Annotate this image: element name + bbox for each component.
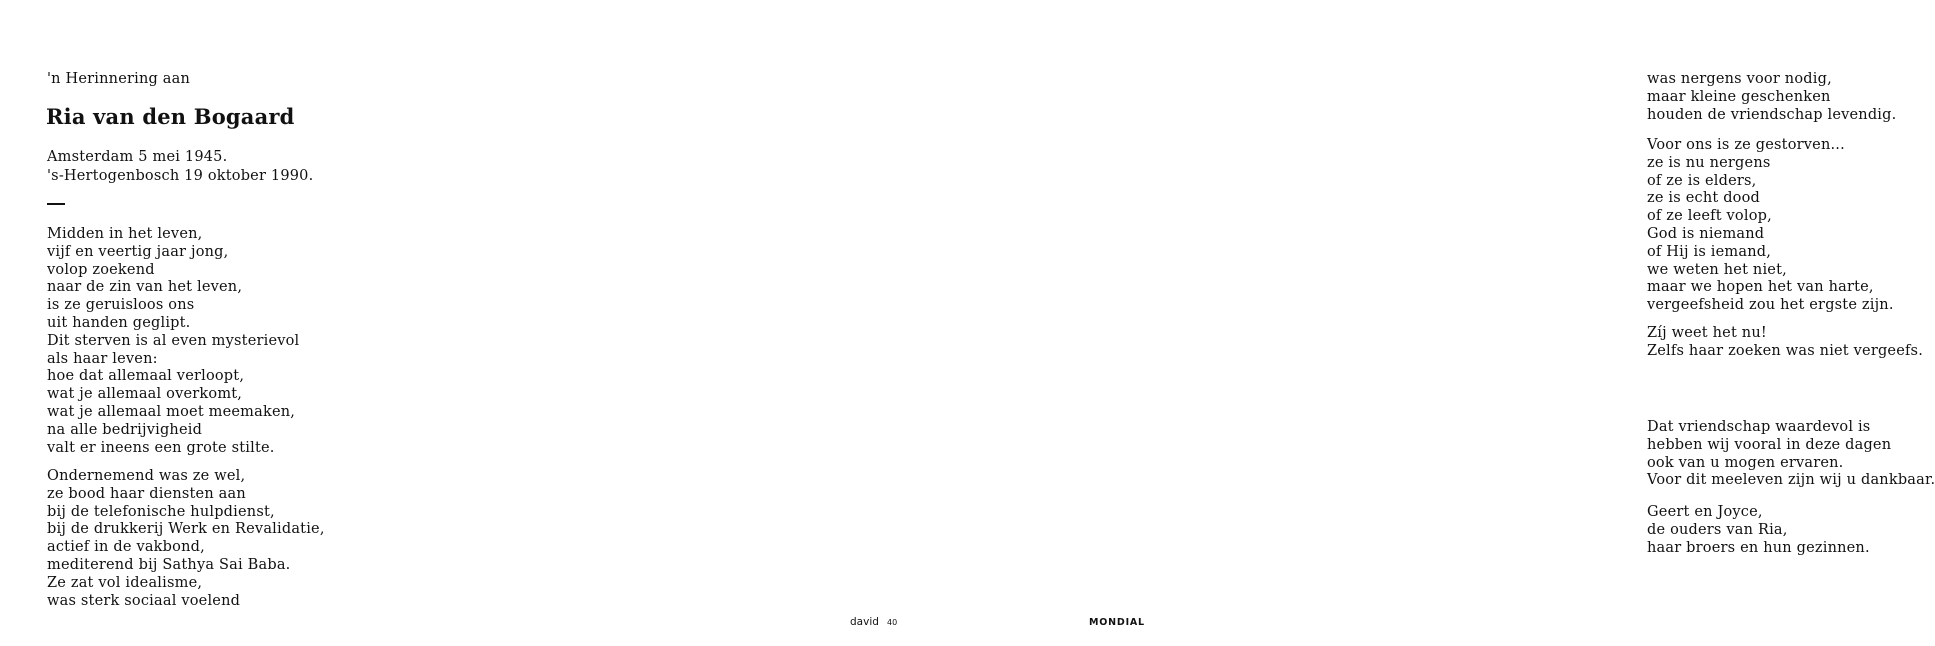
poem-line: Voor dit meeleven zijn wij u dankbaar. bbox=[1647, 472, 1935, 489]
poem-line: bij de drukkerij Werk en Revalidatie, bbox=[47, 521, 325, 538]
poem-line: de ouders van Ria, bbox=[1647, 521, 1788, 538]
poem-stanza bbox=[1647, 137, 1894, 315]
poem-line: volop zoekend bbox=[47, 261, 155, 278]
poem-line: Ondernemend was ze wel, bbox=[47, 468, 246, 484]
poem-line: of ze leeft volop, bbox=[1647, 208, 1772, 225]
poem-line: houden de vriendschap levendig. bbox=[1647, 106, 1897, 123]
poem-line: Voor ons is ze gestorven... bbox=[1647, 137, 1845, 153]
poem-line: ze is nu nergens bbox=[1647, 154, 1771, 171]
poem-line: valt er ineens een grote stilte. bbox=[47, 439, 275, 456]
poem-line: we weten het niet, bbox=[1647, 261, 1787, 278]
poem-line: was nergens voor nodig, bbox=[1647, 71, 1832, 87]
poem-line: ze bood haar diensten aan bbox=[47, 485, 246, 502]
poem-stanza bbox=[47, 226, 299, 457]
thanks-stanza bbox=[1647, 419, 1935, 490]
poem-line: hoe dat allemaal verloopt, bbox=[47, 368, 245, 385]
poem-line: na alle bedrijvigheid bbox=[47, 421, 203, 438]
poem-line: Ze zat vol idealisme, bbox=[47, 574, 203, 591]
right-panel bbox=[800, 0, 1935, 646]
poem-line: Geert en Joyce, bbox=[1647, 504, 1763, 520]
poem-line: was sterk sociaal voelend bbox=[47, 592, 241, 609]
poem-line: vijf en veertig jaar jong, bbox=[47, 243, 229, 260]
poem-line: Zelfs haar zoeken was niet vergeefs. bbox=[1647, 342, 1924, 359]
poem-line: Zíj weet het nu! bbox=[1647, 325, 1767, 341]
poem-line: wat je allemaal overkomt, bbox=[47, 386, 243, 403]
poem-line: naar de zin van het leven, bbox=[47, 279, 243, 296]
birth-line: Amsterdam 5 mei 1945. bbox=[47, 149, 228, 165]
poem-line: Dat vriendschap waardevol is bbox=[1647, 419, 1871, 435]
poem-line: Dit sterven is al even mysterievol bbox=[47, 332, 300, 349]
divider-dash bbox=[47, 203, 65, 205]
printer-name: david bbox=[850, 616, 879, 628]
poem-line: haar broers en hun gezinnen. bbox=[1647, 539, 1870, 556]
poem-line: is ze geruisloos ons bbox=[47, 297, 195, 314]
poem-line: of ze is elders, bbox=[1647, 172, 1757, 189]
poem-line: bij de telefonische hulpdienst, bbox=[47, 503, 275, 520]
poem-line: God is niemand bbox=[1647, 225, 1765, 242]
deceased-name: Ria van den Bogaard bbox=[46, 104, 295, 129]
signature-stanza bbox=[1647, 504, 1870, 557]
poem-line: mediterend bij Sathya Sai Baba. bbox=[47, 556, 291, 573]
intro-line: 'n Herinnering aan bbox=[47, 71, 191, 87]
poem-line: uit handen geglipt. bbox=[47, 314, 191, 331]
poem-line: actief in de vakbond, bbox=[47, 539, 205, 556]
death-line: 's-Hertogenbosch 19 oktober 1990. bbox=[47, 168, 314, 184]
poem-line: Midden in het leven, bbox=[47, 226, 203, 242]
poem-line: maar we hopen het van harte, bbox=[1647, 279, 1874, 296]
poem-line: ook van u mogen ervaren. bbox=[1647, 454, 1844, 471]
poem-line: maar kleine geschenken bbox=[1647, 88, 1831, 105]
poem-line: vergeefsheid zou het ergste zijn. bbox=[1647, 297, 1894, 314]
poem-stanza bbox=[47, 468, 325, 610]
poem-line: of Hij is iemand, bbox=[1647, 243, 1772, 260]
poem-line: hebben wij vooral in deze dagen bbox=[1647, 436, 1892, 453]
poem-stanza bbox=[1647, 325, 1923, 361]
poem-line: wat je allemaal moet meemaken, bbox=[47, 403, 296, 420]
poem-line: ze is echt dood bbox=[1647, 190, 1761, 207]
poem-line: als haar leven: bbox=[47, 350, 158, 367]
brand-mark: MONDIAL bbox=[1089, 617, 1145, 628]
poem-stanza bbox=[1647, 71, 1896, 124]
printer-code: 40 bbox=[887, 618, 898, 627]
